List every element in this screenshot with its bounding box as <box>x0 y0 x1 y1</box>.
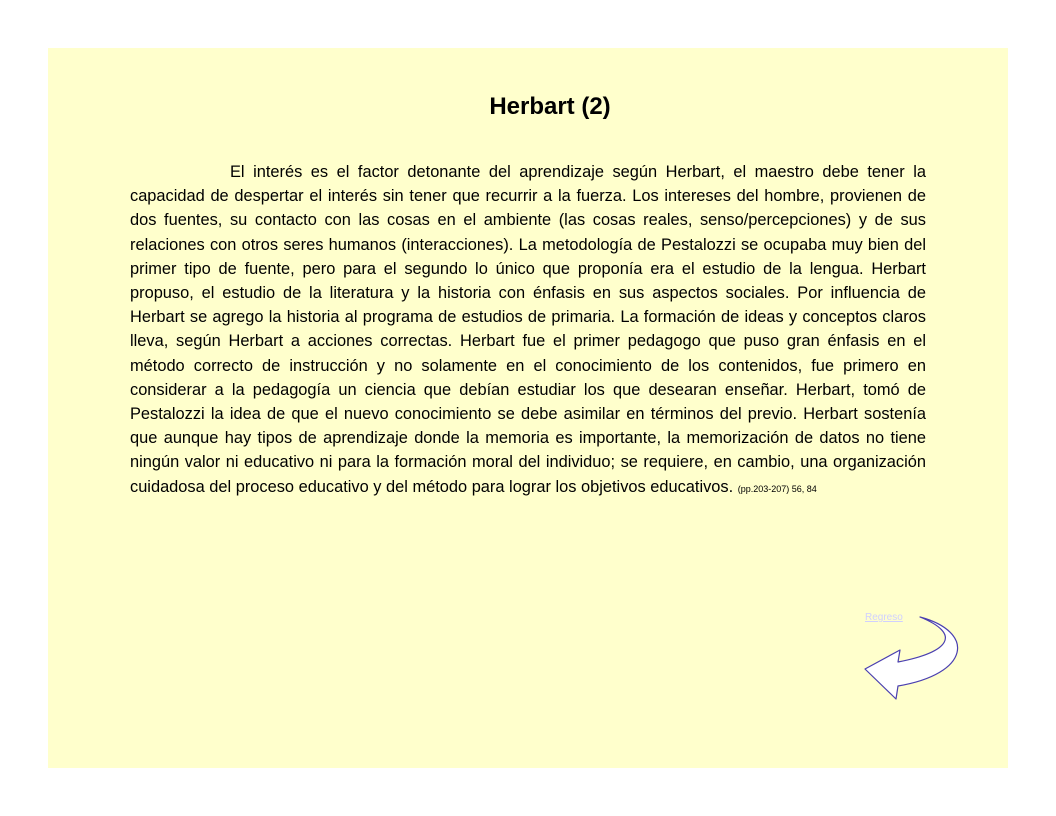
slide-title: Herbart (2) <box>489 93 611 120</box>
body-paragraph <box>130 160 926 501</box>
curved-return-arrow-icon[interactable] <box>862 614 966 706</box>
citation: (pp.203-207) 56, 84 <box>737 483 817 494</box>
body-text: El interés es el factor detonante del aprendizaje según Herbart, el maestro debe tener la capacidad de despertar el interés sin tener que recurrir a la fuerza. Los intereses del hombre, provienen de dos fuentes, su contacto con las cosas en el ambiente (las cosas reales, senso/percepciones) y de sus relaciones con otros seres humanos (interacciones). La metodología de Pestalozzi se ocupaba muy bien del primer tipo de fuente, pero para el segundo lo único que proponía era el estudio de la lengua. Herbart propuso, el estudio de la literatura y la historia con énfasis en sus aspectos sociales. Por influencia de Herbart se agrego la historia al programa de estudios de primaria. La formación de ideas y conceptos claros lleva, según Herbart a acciones correctas. Herbart fue el primer pedagogo que puso gran énfasis en el método correcto de instrucción y no solamente en el conocimiento de los contenidos, fue primero en considerar a la pedagogía un ciencia que debían estudiar los que desearan enseñar. Herbart, tomó de Pestalozzi la idea de que el nuevo conocimiento se debe asimilar en términos del previo. Herbart sostenía que aunque hay tipos de aprendizaje donde la memoria es importante, la memorización de datos no tiene ningún valor ni educativo ni para la formación moral del individuo; se requiere, en cambio, una organización cuidadosa del proceso educativo y del método para lograr los objetivos educativos. <box>130 163 926 496</box>
return-link[interactable]: Regreso <box>865 612 903 623</box>
slide <box>48 48 1008 768</box>
